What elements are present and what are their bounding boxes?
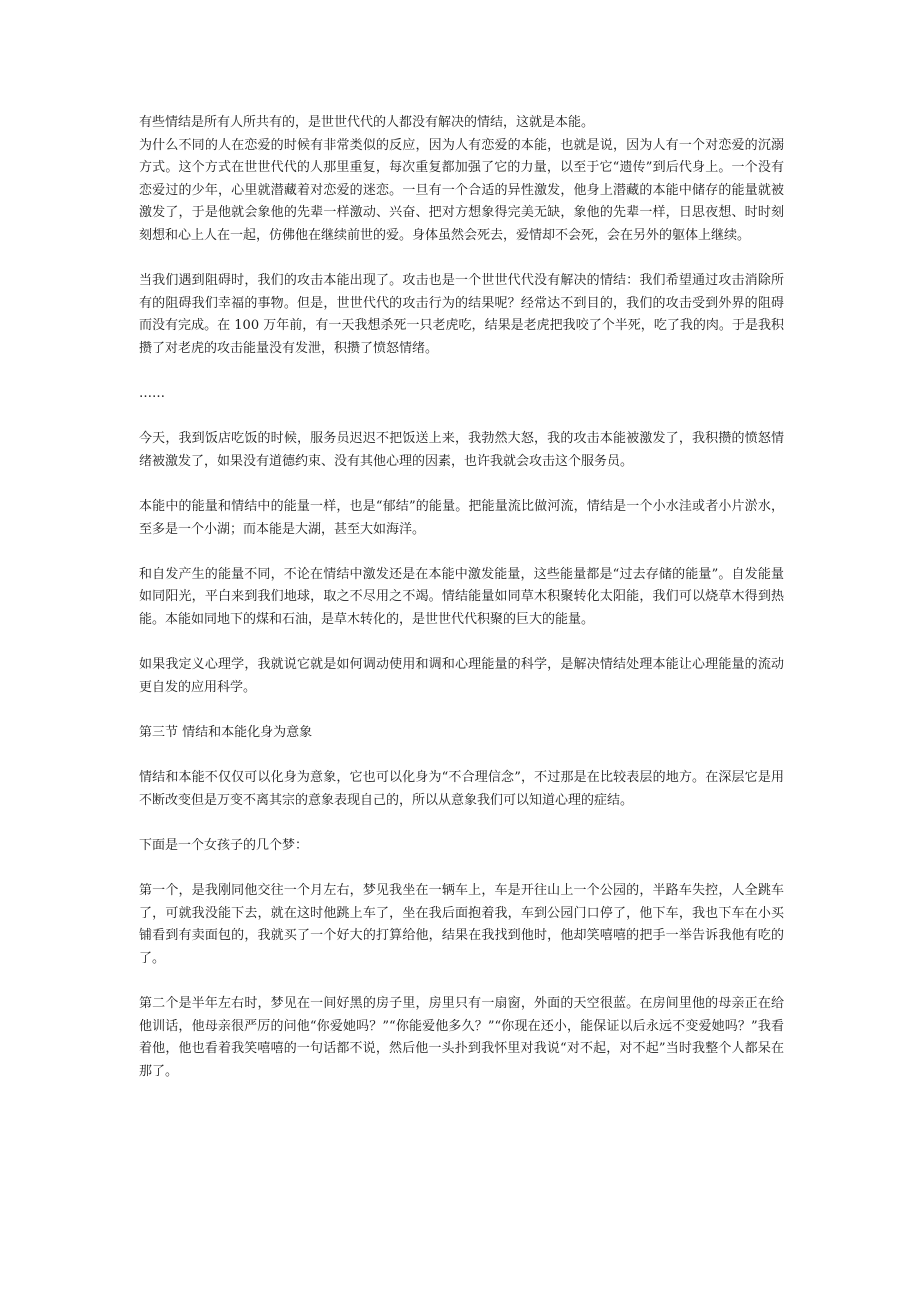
paragraph: 今天，我到饭店吃饭的时候，服务员迟迟不把饭送上来，我勃然大怒，我的攻击本能被激发了，我积攒的愤怒情绪被激发了，如果没有道德约束、没有其他心理的因素，也许我就会攻击这个服务员。 xyxy=(139,431,784,469)
paragraph: 为什么不同的人在恋爱的时候有非常类似的反应，因为人有恋爱的本能，也就是说，因为人有一个对恋爱的沉溺方式。这个方式在世世代代的人那里重复，每次重复都加强了它的力量，以至于它“遗传”到后代身上。一个没有恋爱过的少年，心里就潜藏着对恋爱的迷恋。一旦有一个合适的异性激发，他身上潜藏的本能中储存的能量就被激发了，于是他就会象他的先辈一样激动、兴奋、把对方想象得完美无缺，象他的先辈一样，日思夜想、时时刻刻想和心上人在一起，仿佛他在继续前世的爱。身体虽然会死去，爱情却不会死，会在另外的躯体上继续。 xyxy=(139,137,784,243)
paragraph: 本能中的能量和情结中的能量一样，也是“郁结”的能量。把能量流比做河流，情结是一个小水洼或者小片淤水，至多是一个小湖；而本能是大湖，甚至大如海洋。 xyxy=(139,499,784,537)
paragraph-gap xyxy=(139,406,784,429)
paragraph-gap xyxy=(139,361,784,384)
paragraph-gap xyxy=(139,858,784,881)
paragraph: 如果我定义心理学，我就说它就是如何调动使用和调和心理能量的科学，是解决情结处理本能让心理能量的流动更自发的应用科学。 xyxy=(139,657,784,695)
paragraph: 有些情结是所有人所共有的，是世世代代的人都没有解决的情结，这就是本能。 xyxy=(139,115,595,130)
paragraph: 情结和本能不仅仅可以化身为意象，它也可以化身为“不合理信念”，不过那是在比较表层的地方。在深层它是用不断改变但是万变不离其宗的意象表现自己的，所以从意象我们可以知道心理的症结。 xyxy=(139,770,784,808)
paragraph-gap xyxy=(139,699,784,722)
paragraph: 下面是一个女孩子的几个梦： xyxy=(139,838,309,853)
paragraph-gap xyxy=(139,541,784,564)
paragraph: 和自发产生的能量不同，不论在情结中激发还是在本能中激发能量，这些能量都是“过去存储的能量”。自发能量如同阳光，平白来到我们地球，取之不尽用之不竭。情结能量如同草木积聚转化太阳能，我们可以烧草木得到热能。本能如同地下的煤和石油，是草木转化的，是世世代代积聚的巨大的能量。 xyxy=(139,566,784,628)
document-body xyxy=(139,112,784,1084)
paragraph: 当我们遇到阻碍时，我们的攻击本能出现了。攻击也是一个世世代代没有解决的情结：我们希望通过攻击消除所有的阻碍我们幸福的事物。但是，世世代代的攻击行为的结果呢？经常达不到目的，我们的攻击受到外界的阻碍而没有完成。在 100 万年前，有一天我想杀死一只老虎吃，结果是老虎把我咬了个半死，吃了我的肉。于是我积攒了对老虎的攻击能量没有发泄，积攒了愤怒情绪。 xyxy=(139,273,784,356)
paragraph-gap xyxy=(139,745,784,768)
paragraph-gap xyxy=(139,474,784,497)
paragraph: 第一个，是我刚同他交往一个月左右，梦见我坐在一辆车上，车是开往山上一个公园的，半路车失控，人全跳车了，可就我没能下去，就在这时他跳上车了，坐在我后面抱着我，车到公园门口停了，他下车，我也下车在小买铺看到有卖面包的，我就买了一个好大的打算给他，结果在我找到他时，他却笑嘻嘻的把手一举告诉我他有吃的了。 xyxy=(139,883,784,966)
paragraph: 第三节 情结和本能化身为意象 xyxy=(139,725,313,741)
paragraph-gap xyxy=(139,632,784,655)
paragraph: …… xyxy=(139,386,165,402)
paragraph-gap xyxy=(139,812,784,835)
paragraph-gap xyxy=(139,971,784,994)
paragraph-gap xyxy=(139,248,784,271)
paragraph: 第二个是半年左右时，梦见在一间好黑的房子里，房里只有一扇窗，外面的天空很蓝。在房间里他的母亲正在给他训话，他母亲很严厉的问他“你爱她吗？”“你能爱他多久？”“你现在还小，能保证以后永远不变爱她吗？”我看着他，他也看着我笑嘻嘻的一句话都不说，然后他一头扑到我怀里对我说“对不起，对不起”当时我整个人都呆在那了。 xyxy=(139,996,784,1079)
